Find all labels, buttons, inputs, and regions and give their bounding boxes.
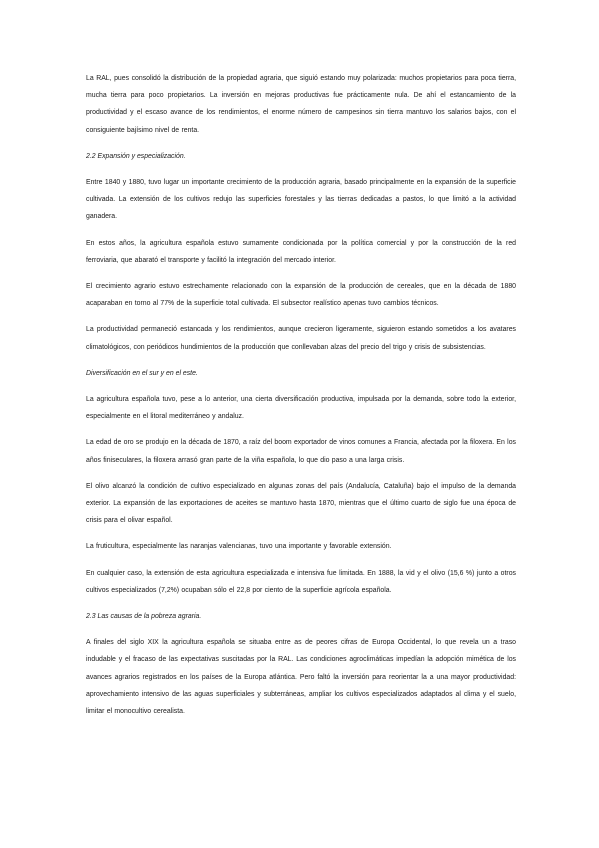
section-heading-expansion: 2.2 Expansión y especialización. (86, 152, 186, 160)
section-heading-diversification: Diversificación en el sur y en el este. (86, 369, 198, 377)
document-page (86, 70, 516, 729)
paragraph-poverty-causes: A finales del siglo XIX la agricultura española se situaba entre as de peores cifras de Europa Occidental, lo que revela un a traso indudable y el fracaso de las expectativas suscitadas por la RAL. Las condiciones agroclimáticas impedían la adopción mimética de los avances agrarios registrados en los países de la Europa atlántica. Pero faltó la inversión para reorientar la a una mayor productividad: aprovechamiento intensivo de las aguas superficiales y subterráneas, ampliar los cultivos especializados adaptados al clima y el suelo, limitar el monocultivo cerealista. (86, 639, 516, 716)
paragraph-growth-1840-1880: Entre 1840 y 1880, tuvo lugar un importante crecimiento de la producción agraria, basado principalmente en la expansión de la superficie cultivada. La extensión de los cultivos redujo las superficies forestales y las tierras dedicadas a pastos, lo que limitó a la actividad ganadera. (86, 179, 516, 221)
paragraph-specialized-extent: En cualquier caso, la extensión de esta agricultura especializada e intensiva fue limitada. En 1888, la vid y el olivo (15,6 %) junto a otros cultivos especializados (7,2%) ocupaban sólo el 22,8 por ciento de la superficie agrícola española. (86, 569, 516, 594)
paragraph-commercial-policy: En estos años, la agricultura española estuvo sumamente condicionada por la política comercial y por la construcción de la red ferroviaria, que abarató el transporte y facilitó la integración del mercado interior. (86, 239, 516, 264)
paragraph-olive: El olivo alcanzó la condición de cultivo especializado en algunas zonas del país (Andalucía, Cataluña) bajo el impulso de la demanda exterior. La expansión de las exportaciones de aceites se mantuvo hasta 1870, mientras que el último cuarto de siglo fue una época de crisis para el olivar español. (86, 482, 516, 525)
paragraph-productivity: La productividad permaneció estancada y los rendimientos, aunque crecieron ligeramente, siguieron estando sometidos a los avatares climatológicos, con periódicos hundimientos de la producción que conllevaban alzas del precio del trigo y crisis de subsistencias. (86, 326, 516, 351)
paragraph-cereal-production: El crecimiento agrario estuvo estrechamente relacionado con la expansión de la producción de cereales, que en la década de 1880 acaparaban en torno al 77% de la superficie total cultivada. El subsector realístico apenas tuvo cambios técnicos. (86, 283, 516, 308)
paragraph-wine-golden-age: La edad de oro se produjo en la década de 1870, a raíz del boom exportador de vinos comunes a Francia, afectada por la filoxera. En los años finiseculares, la filoxera arrasó gran parte de la viña española, lo que dio paso a una larga crisis. (86, 439, 516, 464)
section-heading-poverty-causes: 2.3 Las causas de la pobreza agraria. (86, 613, 202, 621)
paragraph-ral-consolidation: La RAL, pues consolidó la distribución de la propiedad agraria, que siguió estando muy polarizada: muchos propietarios para poca tierra, mucha tierra para poco propietarios. La inversión en mejoras productivas fue prácticamente nula. De ahí el estancamiento de la productividad y el escaso avance de los rendimientos, el enorme número de campesinos sin tierra mantuvo los salarios bajos, con el consiguiente bajísimo nivel de renta. (86, 75, 516, 134)
paragraph-fruit: La fruticultura, especialmente las naranjas valencianas, tuvo una importante y favorable extensión. (86, 543, 392, 551)
paragraph-diversification: La agricultura española tuvo, pese a lo anterior, una cierta diversificación productiva, impulsada por la demanda, sobre todo la exterior, especialmente en el litoral mediterráneo y andaluz. (86, 396, 516, 421)
